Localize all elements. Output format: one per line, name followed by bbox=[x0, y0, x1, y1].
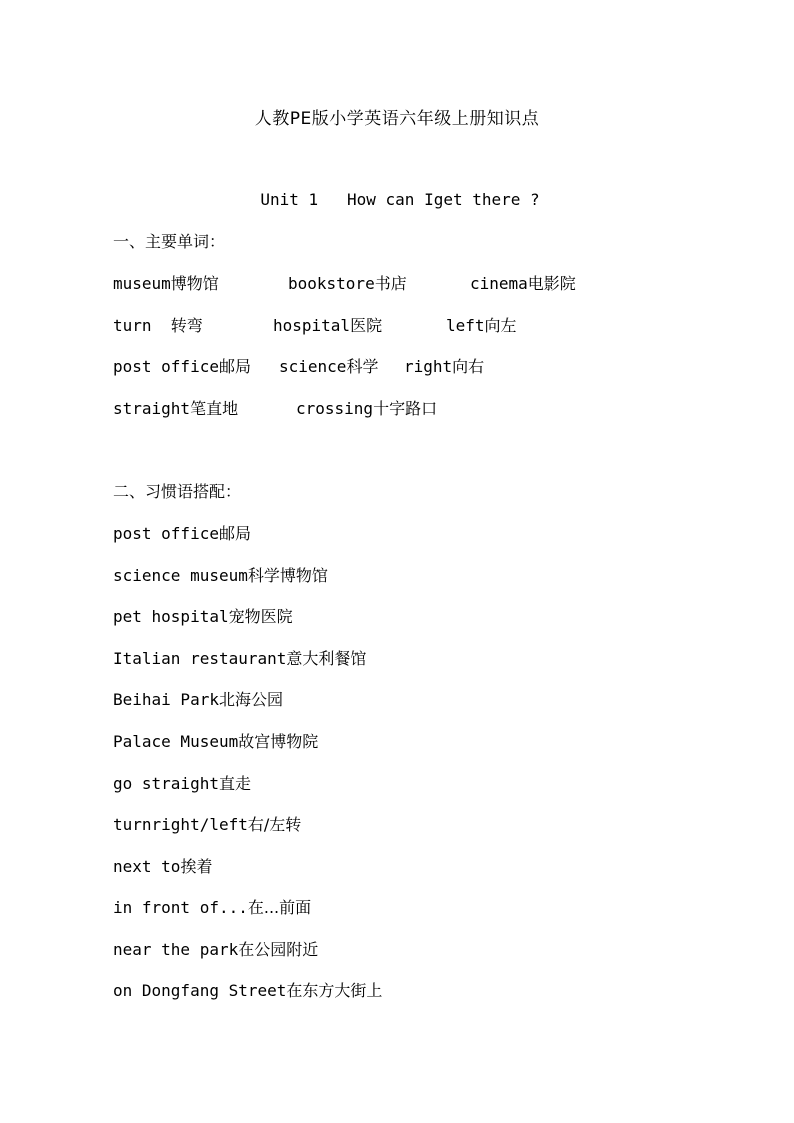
vocab-cn: 向右 bbox=[452, 357, 485, 376]
vocab-en: post office bbox=[113, 357, 219, 376]
phrase-cn: 在...前面 bbox=[247, 898, 312, 917]
phrase-item bbox=[113, 522, 251, 546]
phrase-en: next to bbox=[113, 857, 181, 876]
phrase-item bbox=[113, 564, 328, 588]
vocab-cn: 邮局 bbox=[218, 357, 251, 376]
phrase-en: Italian restaurant bbox=[113, 649, 287, 668]
phrase-item bbox=[113, 938, 318, 962]
vocab-item bbox=[470, 272, 576, 296]
phrase-en: Palace Museum bbox=[113, 732, 239, 751]
vocab-item bbox=[446, 314, 517, 338]
phrase-en: Beihai Park bbox=[113, 690, 219, 709]
vocab-item bbox=[113, 355, 251, 379]
vocab-cn: 电影院 bbox=[527, 274, 576, 293]
vocab-en: turn bbox=[113, 316, 171, 335]
vocab-en: museum bbox=[113, 274, 171, 293]
phrase-item bbox=[113, 688, 283, 712]
vocab-en: left bbox=[446, 316, 485, 335]
vocab-cn: 转弯 bbox=[170, 316, 203, 335]
phrase-en: near the park bbox=[113, 940, 239, 959]
section-heading-phrases: 二、习惯语搭配： bbox=[113, 482, 242, 501]
vocab-item bbox=[279, 355, 378, 379]
phrase-cn: 在公园附近 bbox=[238, 940, 319, 959]
phrase-item bbox=[113, 896, 311, 920]
vocab-cn: 向左 bbox=[484, 316, 517, 335]
vocab-en: straight bbox=[113, 399, 191, 418]
vocab-item bbox=[296, 397, 437, 421]
phrase-cn: 右/左转 bbox=[247, 815, 302, 834]
phrase-en: turnright/left bbox=[113, 815, 248, 834]
vocab-row bbox=[113, 397, 673, 421]
vocab-row bbox=[113, 272, 673, 296]
phrase-cn: 北海公园 bbox=[218, 690, 283, 709]
phrase-item bbox=[113, 855, 212, 879]
vocab-item bbox=[113, 397, 238, 421]
phrase-item bbox=[113, 813, 301, 837]
phrase-cn: 科学博物馆 bbox=[247, 566, 328, 585]
vocab-cn: 笔直地 bbox=[190, 399, 239, 418]
phrase-cn: 宠物医院 bbox=[228, 607, 293, 626]
unit-heading: Unit 1 How can Iget there ? bbox=[260, 190, 540, 209]
section-heading-vocabulary: 一、主要单词： bbox=[113, 232, 226, 251]
phrase-en: post office bbox=[113, 524, 219, 543]
phrase-en: pet hospital bbox=[113, 607, 229, 626]
phrase-en: go straight bbox=[113, 774, 219, 793]
phrase-cn: 在东方大街上 bbox=[286, 981, 383, 1000]
document-title: 人教PE版小学英语六年级上册知识点 bbox=[254, 109, 540, 129]
phrase-en: on Dongfang Street bbox=[113, 981, 287, 1000]
phrase-cn: 邮局 bbox=[218, 524, 251, 543]
phrase-item bbox=[113, 647, 366, 671]
vocab-item bbox=[273, 314, 382, 338]
phrase-item bbox=[113, 979, 382, 1003]
phrase-cn: 直走 bbox=[218, 774, 251, 793]
vocab-en: cinema bbox=[470, 274, 528, 293]
vocab-cn: 十字路口 bbox=[373, 399, 438, 418]
vocab-en: science bbox=[279, 357, 347, 376]
phrase-item bbox=[113, 605, 293, 629]
vocab-item bbox=[288, 272, 407, 296]
vocab-en: bookstore bbox=[288, 274, 375, 293]
phrase-cn: 意大利餐馆 bbox=[286, 649, 367, 668]
vocab-cn: 博物馆 bbox=[170, 274, 219, 293]
vocab-en: hospital bbox=[273, 316, 351, 335]
vocab-cn: 书店 bbox=[374, 274, 407, 293]
vocab-en: crossing bbox=[296, 399, 374, 418]
vocab-cn: 医院 bbox=[350, 316, 383, 335]
phrase-cn: 故宫博物院 bbox=[238, 732, 319, 751]
vocab-row bbox=[113, 355, 673, 379]
vocab-item bbox=[113, 314, 203, 338]
vocab-item bbox=[113, 272, 219, 296]
vocab-en: right bbox=[404, 357, 453, 376]
phrase-en: in front of... bbox=[113, 898, 248, 917]
phrase-cn: 挨着 bbox=[180, 857, 213, 876]
vocab-cn: 科学 bbox=[346, 357, 379, 376]
vocab-item bbox=[404, 355, 484, 379]
phrase-item bbox=[113, 730, 318, 754]
phrase-item bbox=[113, 772, 251, 796]
phrase-en: science museum bbox=[113, 566, 248, 585]
vocab-row bbox=[113, 314, 673, 338]
